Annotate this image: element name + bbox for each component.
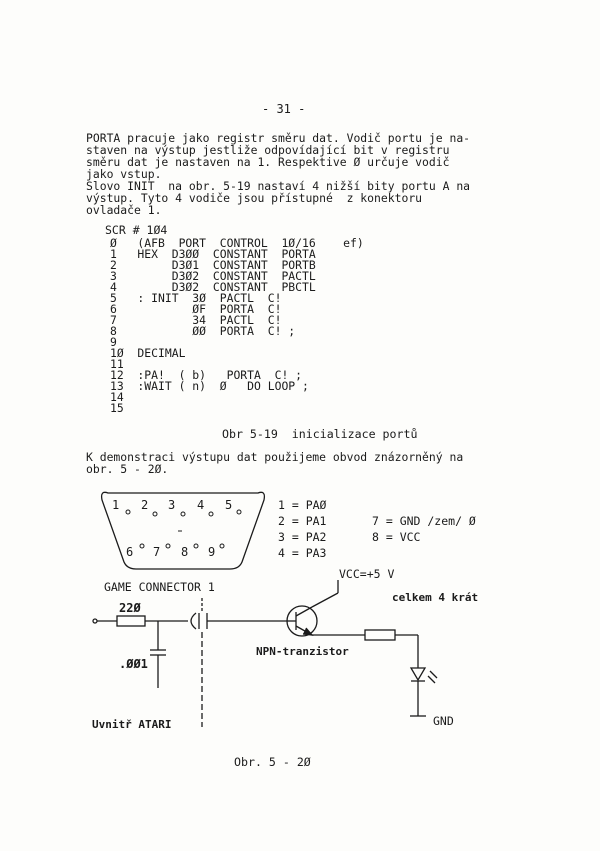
code-line: 7 34 PACTL C!	[110, 313, 282, 327]
intro-line: jako vstup.	[86, 167, 162, 181]
code-line: 14	[110, 390, 124, 404]
page-number: - 31 -	[262, 102, 306, 116]
intro-line: PORTA pracuje jako registr směru dat. Vodič portu je na-	[86, 131, 471, 145]
resistor-22o-icon	[117, 616, 145, 626]
gnd-label: GND	[433, 714, 454, 728]
connector-pin-number: 1	[112, 498, 120, 512]
code-line: 8 ØØ PORTA C! ;	[110, 324, 296, 338]
connector-pin-number: 5	[225, 498, 233, 512]
pin-map-entry: 4 = PA3	[278, 546, 327, 560]
transistor-label: NPN-tranzistor	[256, 645, 349, 658]
demo-line: K demonstraci výstupu dat použijeme obvod znázorněný na	[86, 450, 464, 464]
code-line: 2 D3Ø1 CONSTANT PORTB	[110, 258, 316, 272]
pin-map-entry: 7 = GND /zem/ Ø	[372, 514, 476, 528]
code-line: 1 HEX D3ØØ CONSTANT PORTA	[110, 247, 316, 261]
figure-caption-5-20: Obr. 5 - 2Ø	[234, 755, 311, 769]
connector-label: GAME CONNECTOR 1	[104, 580, 215, 594]
connector-pin-number: 9	[208, 545, 216, 559]
code-line: 13 :WAIT ( n) Ø DO LOOP ;	[110, 379, 309, 393]
resistor-led-icon	[365, 630, 395, 640]
connector-pin-number: 4	[197, 498, 205, 512]
code-line: 1Ø DECIMAL	[110, 346, 186, 360]
code-line: 4 D3Ø2 CONSTANT PBCTL	[110, 280, 316, 294]
demo-line: obr. 5 - 2Ø.	[86, 462, 169, 476]
repeat-note: celkem 4 krát	[392, 591, 479, 604]
code-line: 3 D3Ø2 CONSTANT PACTL	[110, 269, 316, 283]
connector-pin-number: 7	[153, 545, 161, 559]
code-line: 9	[110, 335, 117, 349]
vcc-label: VCC=+5 V	[339, 567, 395, 581]
code-line: 15	[110, 401, 124, 415]
pin-map-entry: 2 = PA1	[278, 514, 327, 528]
capacitor-value: .ØØ1	[119, 657, 148, 671]
connector-pin-number: 8	[181, 545, 189, 559]
intro-line: staven na výstup jestliže odpovídající bit v registru	[86, 143, 450, 157]
intro-line: výstup. Tyto 4 vodiče jsou přístupné z konektoru	[86, 191, 423, 205]
figure-caption-5-19: Obr 5-19 inicializace portů	[222, 427, 418, 441]
pin-map-entry: 3 = PA2	[278, 530, 327, 544]
code-line: 11	[110, 357, 124, 371]
resistor-value: 22Ø	[119, 601, 141, 615]
plug-icon	[191, 613, 196, 629]
pin-map-entry: 1 = PAØ	[278, 498, 327, 512]
code-line: 5 : INIT 3Ø PACTL C!	[110, 291, 282, 305]
inside-atari-label: Uvnitř ATARI	[92, 718, 172, 731]
connector-pin-number: 2	[141, 498, 149, 512]
code-line: 6 ØF PORTA C!	[110, 302, 282, 316]
screen-header: SCR # 1Ø4	[105, 223, 168, 237]
connector-pin-number: 6	[126, 545, 134, 559]
input-terminal-icon	[93, 619, 97, 623]
intro-line: ovladače 1.	[86, 203, 162, 217]
code-line: 12 :PA! ( b) PORTA C! ;	[110, 368, 303, 382]
connector-pin-number: 3	[168, 498, 176, 512]
intro-line: Slovo INIT na obr. 5-19 nastaví 4 nižší bity portu A na	[86, 179, 471, 193]
code-line: Ø (AFB PORT CONTROL 1Ø/16 ef)	[110, 236, 364, 250]
pin-map-entry: 8 = VCC	[372, 530, 421, 544]
led-icon	[411, 668, 425, 680]
connector-pin-holes	[126, 510, 241, 548]
intro-line: směru dat je nastaven na 1. Respektive Ø určuje vodič	[86, 155, 450, 169]
